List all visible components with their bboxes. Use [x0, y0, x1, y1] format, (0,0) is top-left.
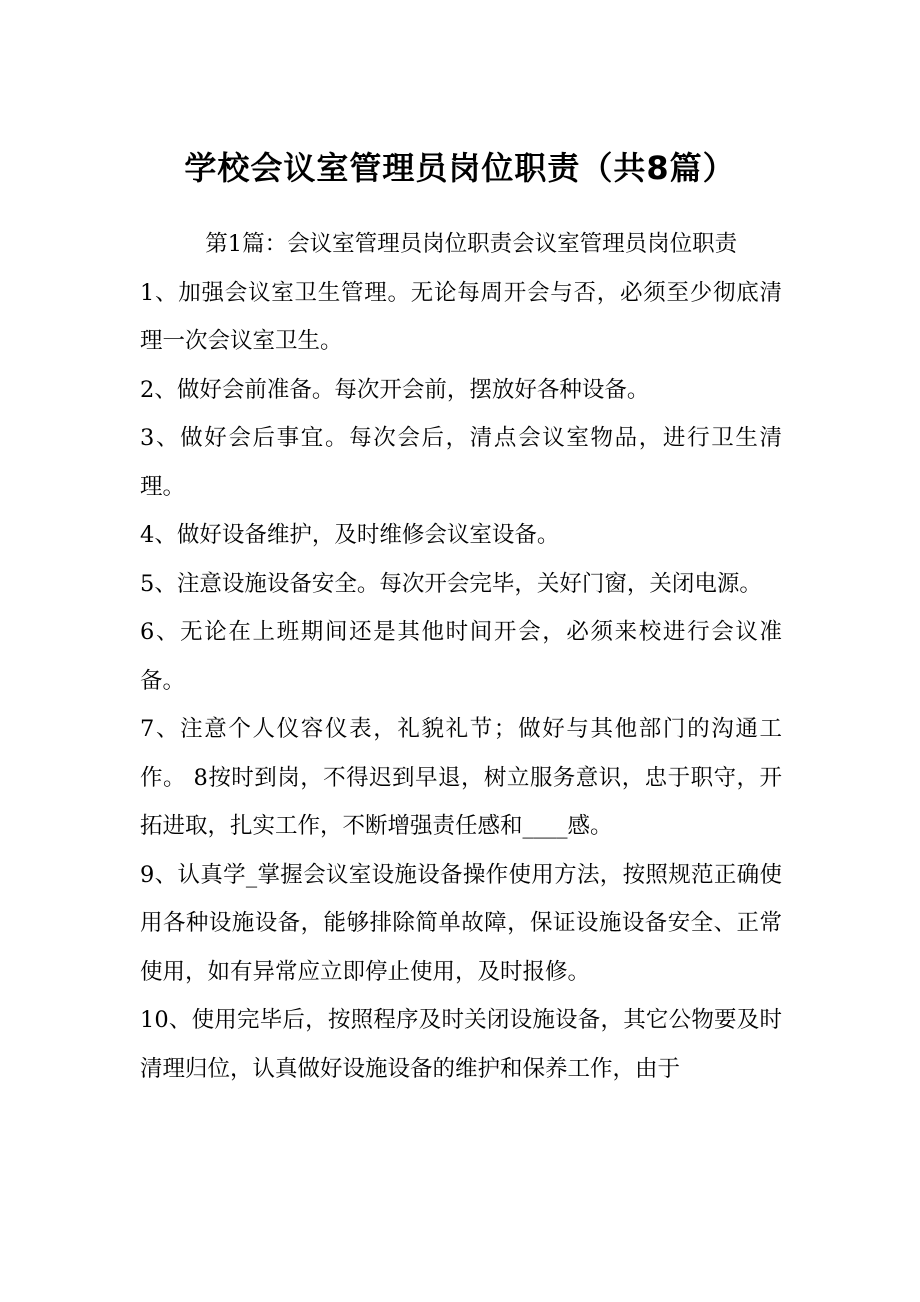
- document-title: 学校会议室管理员岗位职责（共8篇）: [184, 149, 736, 187]
- duty-item-6: 6、无论在上班期间还是其他时间开会，必须来校进行会议准备。: [140, 619, 782, 694]
- document-body: [140, 220, 782, 1093]
- chapter-heading: 第1篇：会议室管理员岗位职责会议室管理员岗位职责: [205, 231, 738, 257]
- duty-item-2: 2、做好会前准备。每次开会前，摆放好各种设备。: [140, 376, 650, 403]
- duty-item-7-8: 7、注意个人仪容仪表，礼貌礼节；做好与其他部门的沟通工作。 8按时到岗，不得迟到早退，树立服务意识，忠于职守，开拓进取，扎实工作，不断增强责任感和____感。: [140, 716, 782, 839]
- duty-item-1: 1、加强会议室卫生管理。无论每周开会与否，必须至少彻底清理一次会议室卫生。: [140, 279, 782, 354]
- duty-item-4: 4、做好设备维护，及时维修会议室设备。: [140, 522, 560, 548]
- duty-item-5: 5、注意设施设备安全。每次开会完毕，关好门窗，关闭电源。: [140, 570, 762, 597]
- duty-item-10: 10、使用完毕后，按照程序及时关闭设施设备，其它公物要及时清理归位，认真做好设施设备的维护和保养工作，由于: [140, 1007, 782, 1082]
- duty-item-9: 9、认真学_掌握会议室设施设备操作使用方法，按照规范正确使用各种设施设备，能够排除简单故障，保证设施设备安全、正常使用，如有异常应立即停止使用，及时报修。: [140, 861, 782, 985]
- duty-item-3: 3、做好会后事宜。每次会后，清点会议室物品，进行卫生清理。: [140, 425, 782, 500]
